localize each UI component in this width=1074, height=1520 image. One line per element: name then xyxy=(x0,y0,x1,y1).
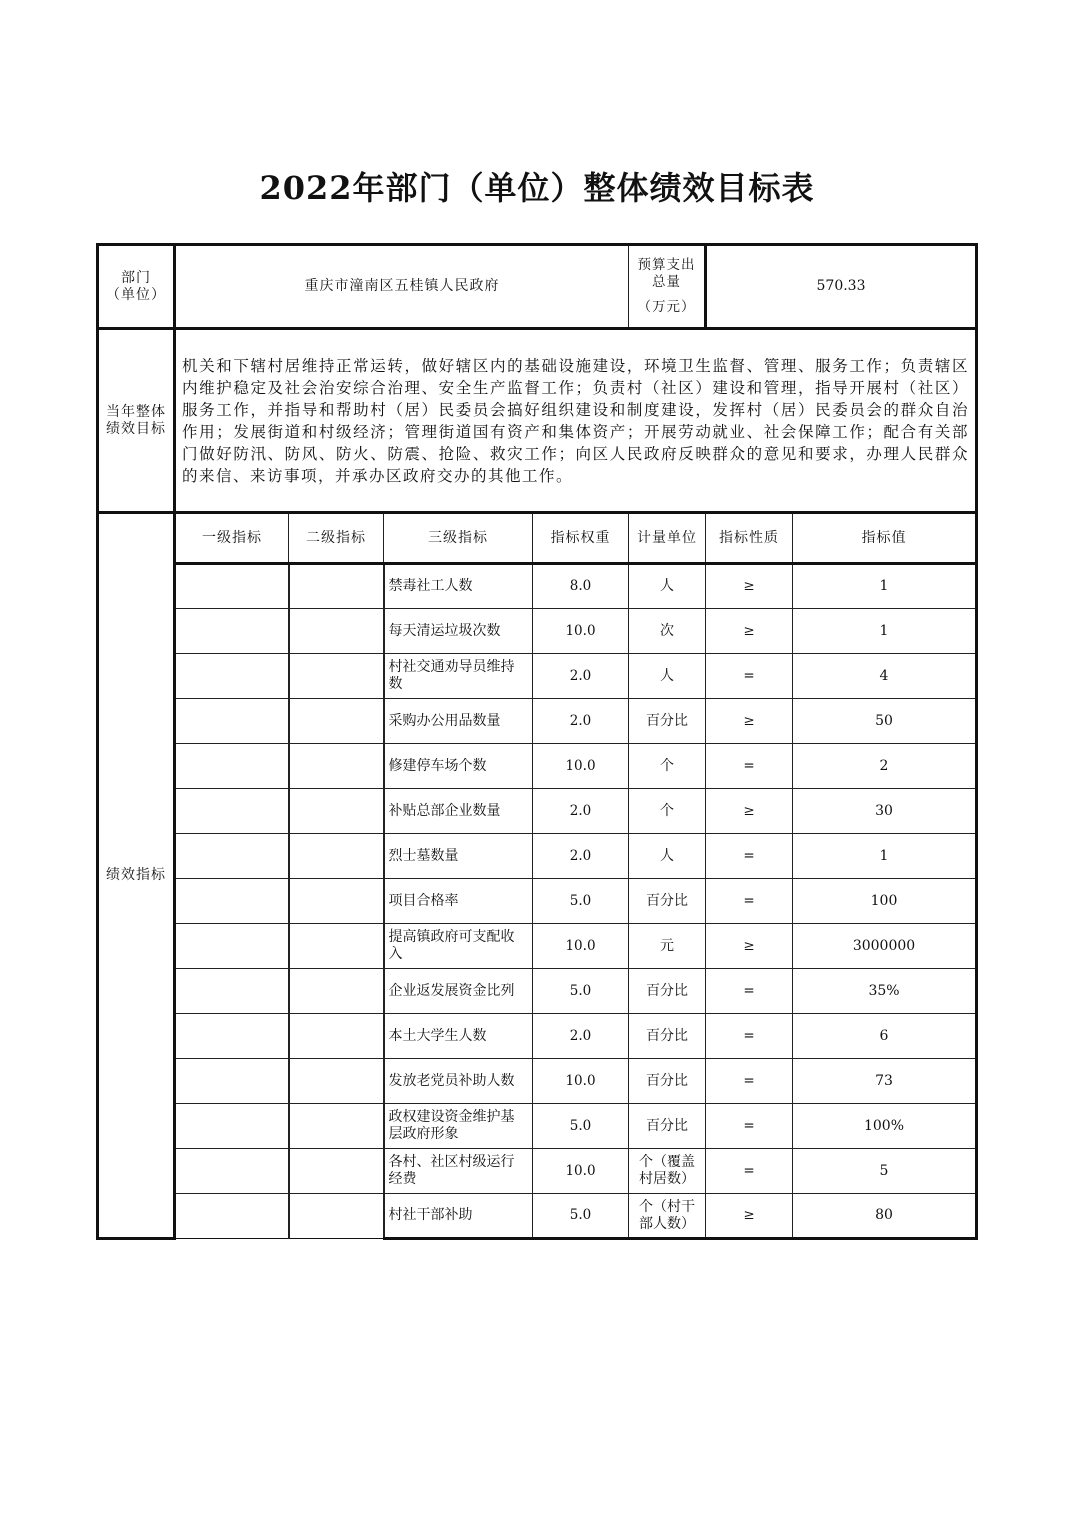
level3-cell: 村社交通劝导员维持数 xyxy=(384,654,533,699)
nature-cell: = xyxy=(706,1104,793,1149)
level2-cell xyxy=(289,1014,384,1059)
level1-cell xyxy=(175,699,289,744)
weight-cell: 5.0 xyxy=(533,1194,629,1239)
level3-cell: 禁毒社工人数 xyxy=(384,564,533,609)
level1-cell xyxy=(175,1104,289,1149)
table-row xyxy=(98,564,977,609)
level2-cell xyxy=(289,1194,384,1239)
unit-cell: 人 xyxy=(629,834,706,879)
value-cell: 35% xyxy=(793,969,977,1014)
column-header-level2: 二级指标 xyxy=(289,513,384,564)
unit-cell: 百分比 xyxy=(629,1014,706,1059)
level2-cell xyxy=(289,1104,384,1149)
level3-cell: 政权建设资金维护基层政府形象 xyxy=(384,1104,533,1149)
value-cell: 73 xyxy=(793,1059,977,1104)
weight-cell: 2.0 xyxy=(533,789,629,834)
unit-cell: 百分比 xyxy=(629,1104,706,1149)
level2-cell xyxy=(289,969,384,1014)
level2-cell xyxy=(289,654,384,699)
unit-cell: 个 xyxy=(629,744,706,789)
goal-row xyxy=(98,329,977,513)
table-row xyxy=(98,879,977,924)
weight-cell: 10.0 xyxy=(533,1149,629,1194)
level2-cell xyxy=(289,699,384,744)
nature-cell: = xyxy=(706,1059,793,1104)
level1-cell xyxy=(175,879,289,924)
weight-cell: 5.0 xyxy=(533,969,629,1014)
table-row xyxy=(98,609,977,654)
nature-cell: ≥ xyxy=(706,564,793,609)
unit-cell: 个（覆盖村居数） xyxy=(629,1149,706,1194)
level2-cell xyxy=(289,609,384,654)
value-cell: 80 xyxy=(793,1194,977,1239)
level3-cell: 发放老党员补助人数 xyxy=(384,1059,533,1104)
budget-label-line1: 预算支出 xyxy=(637,257,696,273)
level3-cell: 采购办公用品数量 xyxy=(384,699,533,744)
table-row xyxy=(98,834,977,879)
value-cell: 1 xyxy=(793,834,977,879)
weight-cell: 2.0 xyxy=(533,654,629,699)
dept-label-cell xyxy=(98,245,175,329)
nature-cell: ≥ xyxy=(706,609,793,654)
nature-cell: ≥ xyxy=(706,699,793,744)
level3-cell: 企业返发展资金比列 xyxy=(384,969,533,1014)
table-row xyxy=(98,1104,977,1149)
budget-label-line2: 总量 xyxy=(652,274,681,290)
level3-cell: 补贴总部企业数量 xyxy=(384,789,533,834)
column-header-level1: 一级指标 xyxy=(175,513,289,564)
nature-cell: = xyxy=(706,1014,793,1059)
level1-cell xyxy=(175,834,289,879)
level1-cell xyxy=(175,1059,289,1104)
weight-cell: 5.0 xyxy=(533,1104,629,1149)
table-row xyxy=(98,654,977,699)
level1-cell xyxy=(175,969,289,1014)
column-header-level3: 三级指标 xyxy=(384,513,533,564)
table-row xyxy=(98,1014,977,1059)
level1-cell xyxy=(175,789,289,834)
level1-cell xyxy=(175,1149,289,1194)
nature-cell: ≥ xyxy=(706,1194,793,1239)
nature-cell: ≥ xyxy=(706,789,793,834)
nature-cell: = xyxy=(706,879,793,924)
level2-cell xyxy=(289,924,384,969)
weight-cell: 10.0 xyxy=(533,609,629,654)
value-cell: 50 xyxy=(793,699,977,744)
indicator-label: 绩效指标 xyxy=(106,867,166,883)
level3-cell: 修建停车场个数 xyxy=(384,744,533,789)
level3-cell: 每天清运垃圾次数 xyxy=(384,609,533,654)
value-cell: 2 xyxy=(793,744,977,789)
header-row xyxy=(98,245,977,329)
goal-text-cell xyxy=(175,329,977,513)
level2-cell xyxy=(289,834,384,879)
budget-value: 570.33 xyxy=(816,278,866,294)
indicator-label-cell xyxy=(98,513,175,1239)
performance-target-table xyxy=(96,243,978,1240)
weight-cell: 8.0 xyxy=(533,564,629,609)
nature-cell: ≥ xyxy=(706,924,793,969)
level2-cell xyxy=(289,564,384,609)
dept-value: 重庆市潼南区五桂镇人民政府 xyxy=(304,278,500,294)
value-cell: 6 xyxy=(793,1014,977,1059)
budget-label-cell xyxy=(629,245,706,329)
nature-cell: = xyxy=(706,744,793,789)
goal-text: 机关和下辖村居维持正常运转，做好辖区内的基础设施建设，环境卫生监督、管理、服务工作；负责辖区内维护稳定及社会治安综合治理、安全生产监督工作；负责村（社区）建设和管理，指导开展村（社区）服务工作，并指导和帮助村（居）民委员会搞好组织建设和制度建设，发挥村（居）民委员会的群众自治作用；发展街道和村级经济；管理街道国有资产和集体资产；开展劳动就业、社会保障工作；配合有关部门做好防汛、防风、防火、防震、抢险、救灾工作；向区人民政府反映群众的意见和要求，办理人民群众的来信、来访事项，并承办区政府交办的其他工作。 xyxy=(182,356,969,485)
nature-cell: = xyxy=(706,969,793,1014)
weight-cell: 2.0 xyxy=(533,1014,629,1059)
dept-value-cell xyxy=(175,245,629,329)
nature-cell: = xyxy=(706,654,793,699)
value-cell: 5 xyxy=(793,1149,977,1194)
nature-cell: = xyxy=(706,1149,793,1194)
weight-cell: 2.0 xyxy=(533,699,629,744)
column-header-weight: 指标权重 xyxy=(533,513,629,564)
column-header-nature: 指标性质 xyxy=(706,513,793,564)
value-cell: 100% xyxy=(793,1104,977,1149)
dept-label-line2: （单位） xyxy=(106,286,166,303)
level1-cell xyxy=(175,1014,289,1059)
goal-label: 当年整体绩效目标 xyxy=(106,403,166,437)
level2-cell xyxy=(289,1149,384,1194)
indicator-header-row xyxy=(98,513,977,564)
level1-cell xyxy=(175,924,289,969)
column-header-unit: 计量单位 xyxy=(629,513,706,564)
value-cell: 1 xyxy=(793,609,977,654)
level2-cell xyxy=(289,879,384,924)
unit-cell: 元 xyxy=(629,924,706,969)
budget-label-line3: （万元） xyxy=(637,299,696,315)
unit-cell: 人 xyxy=(629,654,706,699)
level3-cell: 项目合格率 xyxy=(384,879,533,924)
page-title: 2022年部门（单位）整体绩效目标表 xyxy=(259,169,815,207)
level3-cell: 各村、社区村级运行经费 xyxy=(384,1149,533,1194)
unit-cell: 百分比 xyxy=(629,1059,706,1104)
weight-cell: 10.0 xyxy=(533,744,629,789)
unit-cell: 百分比 xyxy=(629,969,706,1014)
value-cell: 30 xyxy=(793,789,977,834)
table-row xyxy=(98,1194,977,1239)
table-row xyxy=(98,969,977,1014)
level3-cell: 村社干部补助 xyxy=(384,1194,533,1239)
value-cell: 100 xyxy=(793,879,977,924)
unit-cell: 个（村干部人数） xyxy=(629,1194,706,1239)
table-row xyxy=(98,1149,977,1194)
level3-cell: 烈士墓数量 xyxy=(384,834,533,879)
level2-cell xyxy=(289,1059,384,1104)
nature-cell: = xyxy=(706,834,793,879)
column-header-value: 指标值 xyxy=(793,513,977,564)
table-row xyxy=(98,924,977,969)
weight-cell: 10.0 xyxy=(533,1059,629,1104)
unit-cell: 个 xyxy=(629,789,706,834)
table-row xyxy=(98,1059,977,1104)
table-row xyxy=(98,744,977,789)
level1-cell xyxy=(175,1194,289,1239)
unit-cell: 人 xyxy=(629,564,706,609)
level3-cell: 提高镇政府可支配收入 xyxy=(384,924,533,969)
weight-cell: 5.0 xyxy=(533,879,629,924)
unit-cell: 次 xyxy=(629,609,706,654)
value-cell: 3000000 xyxy=(793,924,977,969)
unit-cell: 百分比 xyxy=(629,879,706,924)
dept-label-line1: 部门 xyxy=(121,269,151,286)
level1-cell xyxy=(175,564,289,609)
unit-cell: 百分比 xyxy=(629,699,706,744)
level1-cell xyxy=(175,654,289,699)
budget-value-cell xyxy=(706,245,977,329)
weight-cell: 10.0 xyxy=(533,924,629,969)
level2-cell xyxy=(289,789,384,834)
value-cell: 4 xyxy=(793,654,977,699)
table-row xyxy=(98,699,977,744)
value-cell: 1 xyxy=(793,564,977,609)
level2-cell xyxy=(289,744,384,789)
level1-cell xyxy=(175,744,289,789)
weight-cell: 2.0 xyxy=(533,834,629,879)
level1-cell xyxy=(175,609,289,654)
goal-label-cell xyxy=(98,329,175,513)
table-row xyxy=(98,789,977,834)
level3-cell: 本土大学生人数 xyxy=(384,1014,533,1059)
